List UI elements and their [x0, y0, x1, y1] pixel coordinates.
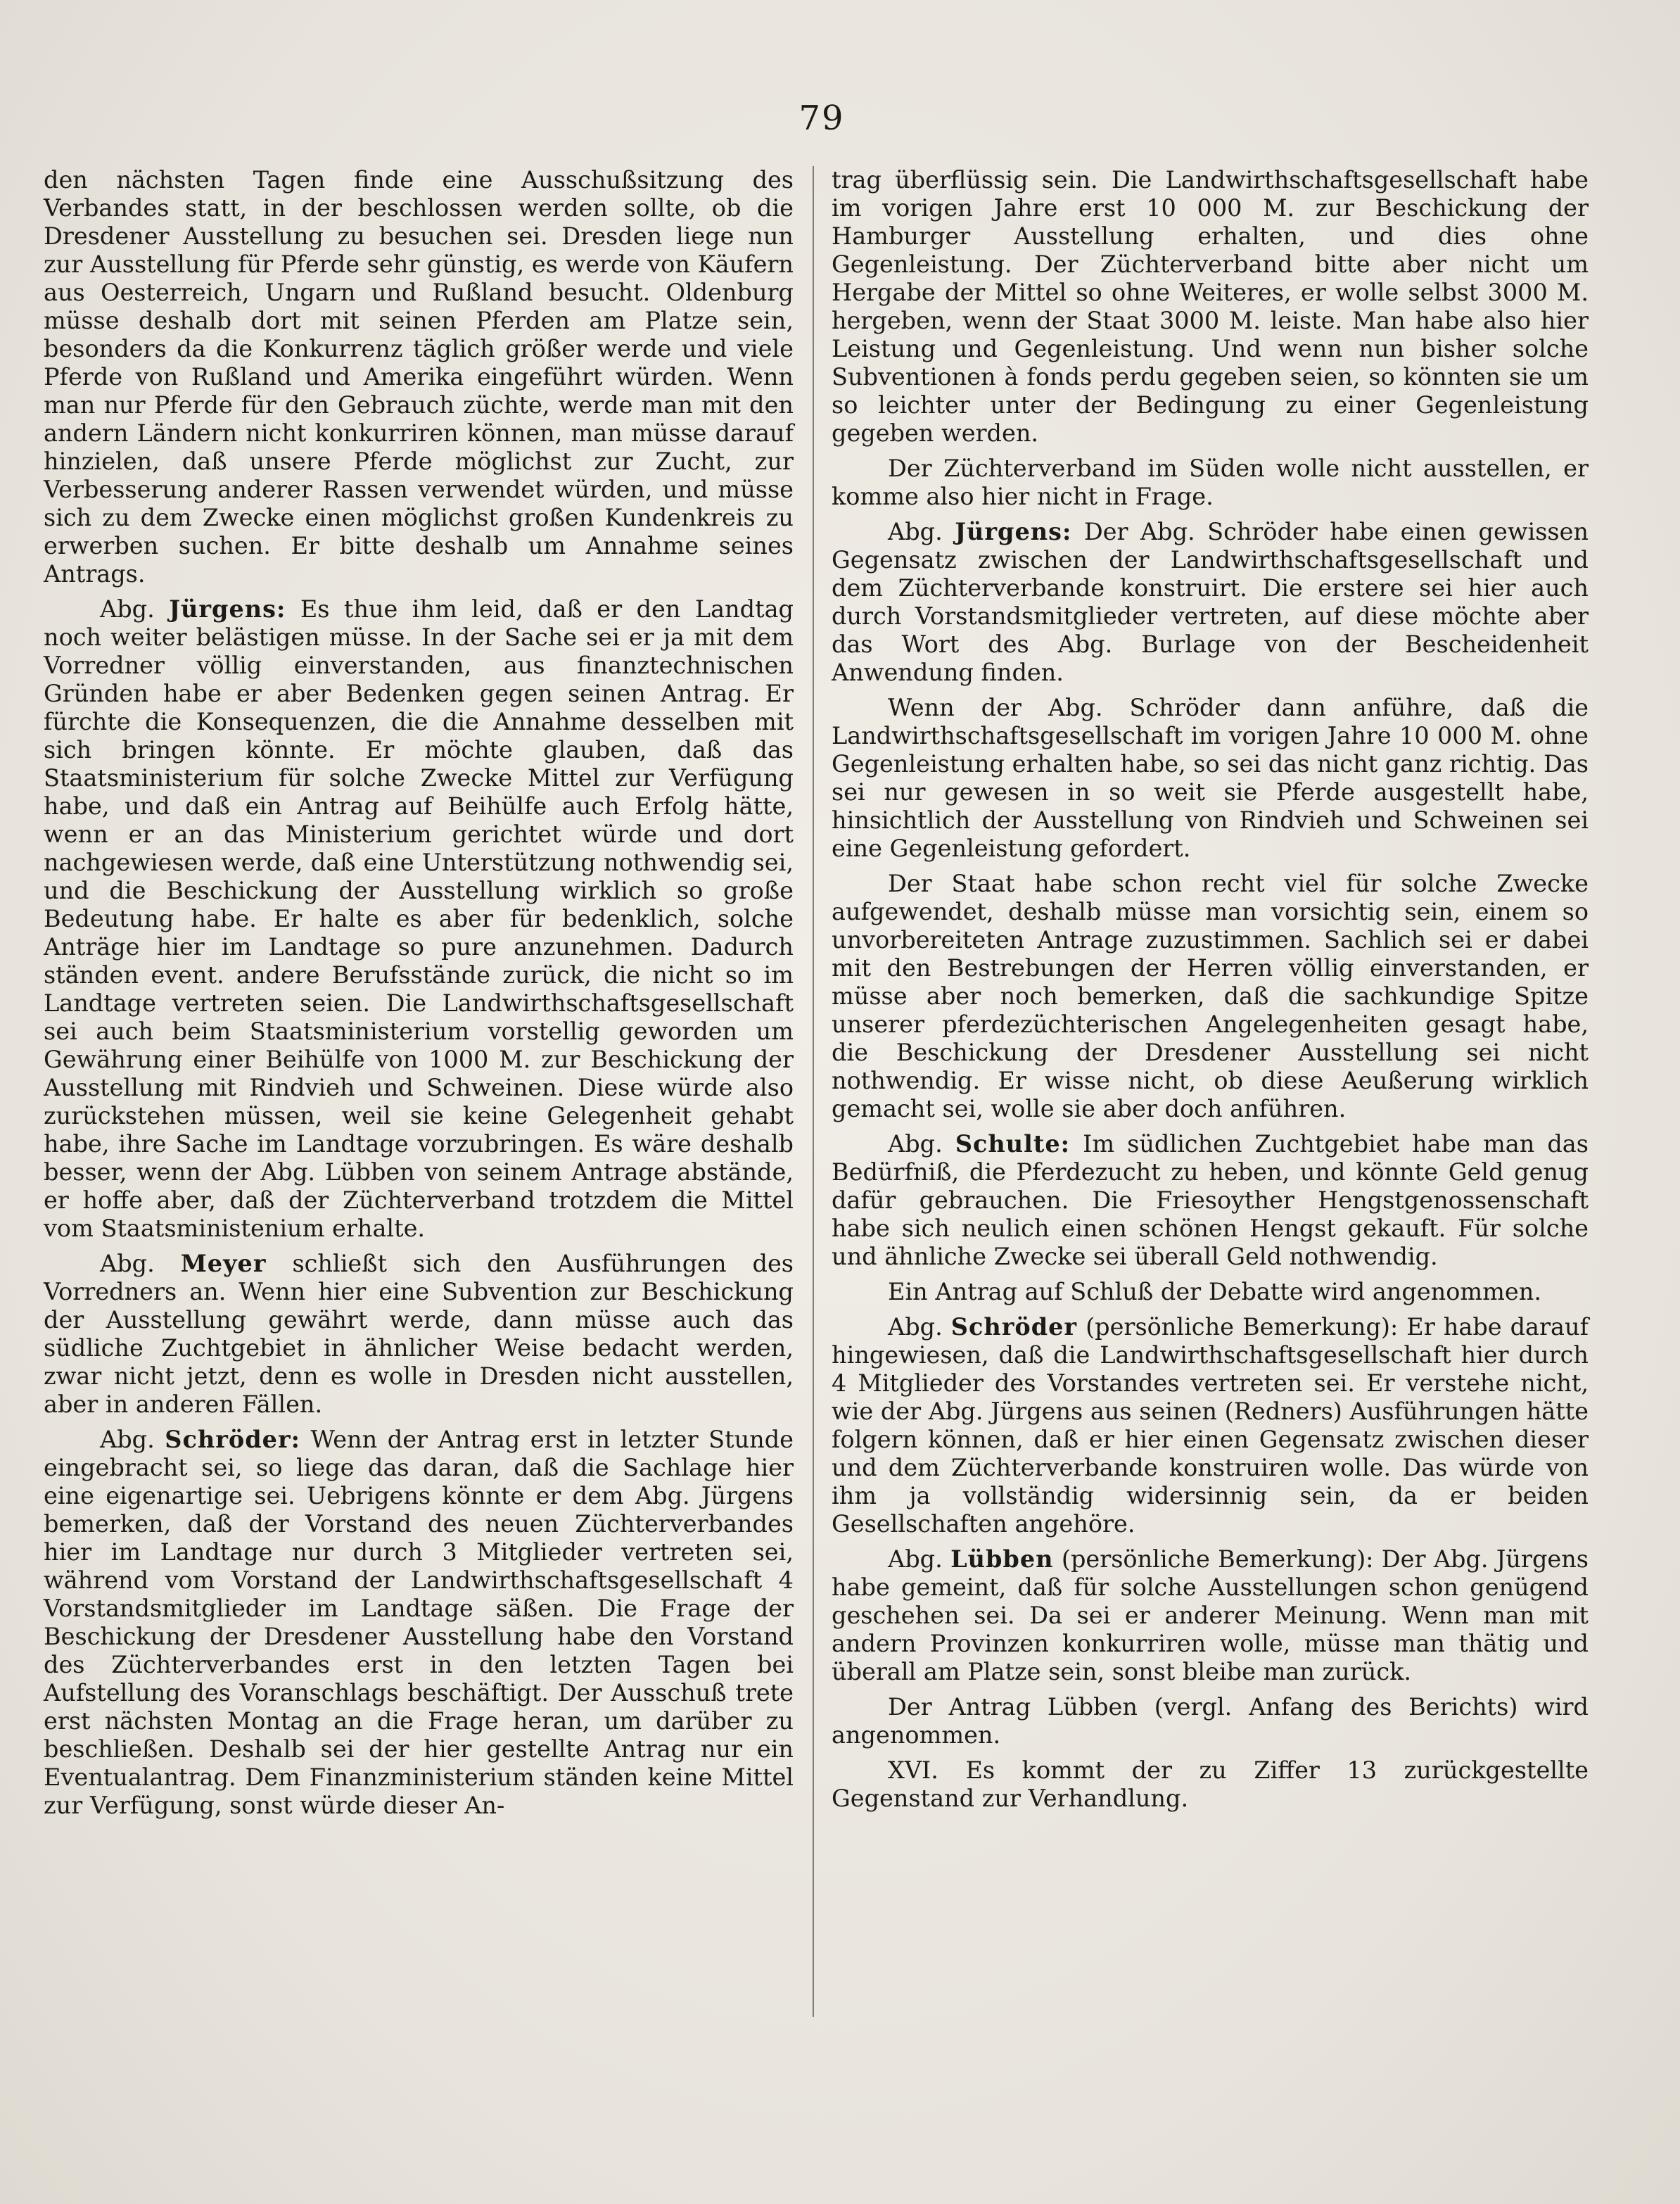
speaker-name: Jürgens: [955, 518, 1072, 545]
paragraph: Abg. Meyer schließt sich den Ausführungen des Vorredners an. Wenn hier eine Subvention zur Beschickung der Ausstellung gewährt werde, dann müsse auch das südliche Zuchtgebiet in ähnlicher Weise bedacht werden, zwar nicht jetzt, denn es wolle in Dresden nicht ausstellen, aber in anderen Fällen. [44, 1250, 794, 1418]
right-column [832, 166, 1589, 1820]
paragraph: Abg. Jürgens: Der Abg. Schröder habe einen gewissen Gegensatz zwischen der Landwirthschaftsgesellschaft und dem Züchterverbande konstruirt. Die erstere sei hier auch durch Vorstandsmitglieder vertreten, auf diese möchte aber das Wort des Abg. Burlage von der Bescheidenheit Anwendung finden. [832, 518, 1589, 686]
paragraph: Abg. Jürgens: Es thue ihm leid, daß er den Landtag noch weiter belästigen müsse. In der Sache sei er ja mit dem Vorredner völlig einverstanden, aus finanztechnischen Gründen habe er aber Bedenken gegen seinen Antrag. Er fürchte die Konsequenzen, die die Annahme desselben mit sich bringen könnte. Er möchte glauben, daß das Staatsministerium für solche Zwecke Mittel zur Verfügung habe, und daß ein Antrag auf Beihülfe auch Erfolg hätte, wenn er an das Ministerium gerichtet würde und dort nachgewiesen werde, daß eine Unterstützung nothwendig sei, und die Beschickung der Ausstellung wirklich so große Bedeutung habe. Er halte es aber für bedenklich, solche Anträge hier im Landtage so pure anzunehmen. Dadurch ständen event. andere Berufsstände zurück, die nicht so im Landtage vertreten seien. Die Landwirthschaftsgesellschaft sei auch beim Staatsministerium vorstellig geworden um Gewährung einer Beihülfe von 1000 M. zur Beschickung der Ausstellung mit Rindvieh und Schweinen. Diese würde also zurückstehen müssen, weil sie keine Gelegenheit gehabt habe, ihre Sache im Landtage vorzubringen. Es wäre deshalb besser, wenn der Abg. Lübben von seinem Antrage abstände, er hoffe aber, daß der Züchterverband trotzdem die Mittel vom Staatsministenium erhalte. [44, 595, 794, 1242]
paragraph: trag überflüssig sein. Die Landwirthschaftsgesellschaft habe im vorigen Jahre erst 10 000 M. zur Beschickung der Hamburger Ausstellung erhalten, und dies ohne Gegenleistung. Der Züchterverband bitte aber nicht um Hergabe der Mittel so ohne Weiteres, er wolle selbst 3000 M. hergeben, wenn der Staat 3000 M. leiste. Man habe also hier Leistung und Gegenleistung. Und wenn nun bisher solche Subventionen à fonds perdu gegeben seien, so könnten sie um so leichter unter der Bedingung zu einer Gegenleistung gegeben werden. [832, 166, 1589, 447]
paragraph: Wenn der Abg. Schröder dann anführe, daß die Landwirthschaftsgesellschaft im vorigen Jahre 10 000 M. ohne Gegenleistung erhalten habe, so sei das nicht ganz richtig. Das sei nur gewesen in so weit sie Pferde ausgestellt habe, hinsichtlich der Ausstellung von Rindvieh und Schweinen sei eine Gegenleistung gefordert. [832, 694, 1589, 862]
page-number: 79 [798, 99, 845, 138]
paragraph: Abg. Schulte: Im südlichen Zuchtgebiet habe man das Bedürfniß, die Pferdezucht zu heben, und könnte Geld genug dafür gebrauchen. Die Friesoyther Hengstgenossenschaft habe sich neulich einen schönen Hengst gekauft. Für solche und ähnliche Zwecke sei überall Geld nothwendig. [832, 1130, 1589, 1270]
paragraph: den nächsten Tagen finde eine Ausschußsitzung des Verbandes statt, in der beschlossen werden sollte, ob die Dresdener Ausstellung zu besuchen sei. Dresden liege nun zur Ausstellung für Pferde sehr günstig, es werde von Käufern aus Oesterreich, Ungarn und Rußland besucht. Oldenburg müsse deshalb dort mit seinen Pferden am Platze sein, besonders da die Konkurrenz täglich größer werde und viele Pferde von Rußland und Amerika eingeführt würden. Wenn man nur Pferde für den Gebrauch züchte, werde man mit den andern Ländern nicht konkurriren können, man müsse darauf hinzielen, daß unsere Pferde möglichst zur Zucht, zur Verbesserung anderer Rassen verwendet würden, und müsse sich zu dem Zwecke einen möglichst großen Kundenkreis zu erwerben suchen. Er bitte deshalb um Annahme seines Antrags. [44, 166, 794, 588]
speaker-name: Schulte: [955, 1130, 1070, 1158]
paragraph: Abg. Schröder: Wenn der Antrag erst in letzter Stunde eingebracht sei, so liege das daran, daß die Sachlage hier eine eigenartige sei. Uebrigens könnte er dem Abg. Jürgens bemerken, daß der Vorstand des neuen Züchterverbandes hier im Landtage nur durch 3 Mitglieder vertreten sei, während vom Vorstand der Landwirthschaftsgesellschaft 4 Vorstandsmitglieder im Landtage säßen. Die Frage der Beschickung der Dresdener Ausstellung habe den Vorstand des Züchterverbandes erst in den letzten Tagen bei Aufstellung des Voranschlags beschäftigt. Der Ausschuß trete erst nächsten Montag an die Frage heran, um darüber zu beschließen. Deshalb sei der hier gestellte Antrag nur ein Eventualantrag. Dem Finanzministerium ständen keine Mittel zur Verfügung, sonst würde dieser An- [44, 1426, 794, 1819]
paragraph: Der Staat habe schon recht viel für solche Zwecke aufgewendet, deshalb müsse man vorsichtig sein, einem so unvorbereiteten Antrage zuzustimmen. Sachlich sei er dabei mit den Bestrebungen der Herren völlig einverstanden, er müsse aber noch bemerken, daß die sachkundige Spitze unserer pferdezüchterischen Angelegenheiten gesagt habe, die Beschickung der Dresdener Ausstellung sei nicht nothwendig. Er wisse nicht, ob diese Aeußerung wirklich gemacht sei, wolle sie aber doch anführen. [832, 870, 1589, 1122]
speaker-name: Schröder [950, 1313, 1078, 1341]
speaker-name: Jürgens: [169, 595, 286, 623]
paragraph: Der Züchterverband im Süden wolle nicht ausstellen, er komme also hier nicht in Frage. [832, 455, 1589, 510]
paragraph: XVI. Es kommt der zu Ziffer 13 zurückgestellte Gegenstand zur Verhandlung. [832, 1756, 1589, 1812]
paragraph: Abg. Lübben (persönliche Bemerkung): Der Abg. Jürgens habe gemeint, daß für solche Ausstellungen schon genügend geschehen sei. Da sei er anderer Meinung. Wenn man mit andern Provinzen konkurriren wolle, müsse man thätig und überall am Platze sein, sonst bleibe man zurück. [832, 1545, 1589, 1685]
bleed-through-header [295, 20, 1351, 48]
speaker-name: Lübben [950, 1545, 1054, 1573]
paragraph: Der Antrag Lübben (vergl. Anfang des Berichts) wird angenommen. [832, 1693, 1589, 1749]
speaker-name: Meyer [180, 1250, 267, 1277]
paragraph: Abg. Schröder (persönliche Bemerkung): Er habe darauf hingewiesen, daß die Landwirthschaftsgesellschaft hier durch 4 Mitglieder des Vorstandes vertreten sei. Er verstehe nicht, wie der Abg. Jürgens aus seinen (Redners) Ausführungen hätte folgern können, daß er hier einen Gegensatz zwischen dieser und dem Züchterverbande konstruiren wolle. Das würde von ihm ja vollständig widersinnig sein, da er beiden Gesellschaften angehöre. [832, 1313, 1589, 1538]
left-column [44, 166, 794, 1827]
column-divider [813, 166, 814, 2017]
speaker-name: Schröder: [165, 1426, 300, 1453]
paragraph: Ein Antrag auf Schluß der Debatte wird angenommen. [888, 1278, 1541, 1305]
